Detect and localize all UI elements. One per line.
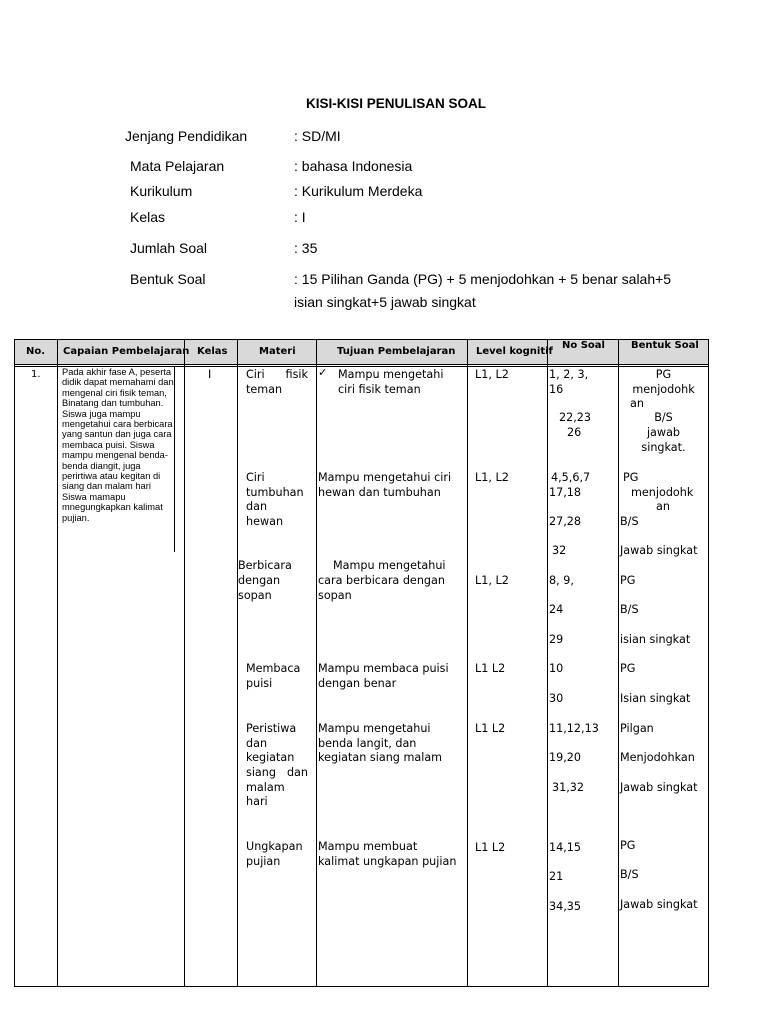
info-value-kurikulum: : Kurikulum Merdeka <box>294 183 423 199</box>
bentuk-6-c: Jawab singkat <box>620 898 698 911</box>
materi-6-line-2: pujian <box>246 855 281 868</box>
tujuan-5-line-2: benda langit, dan <box>318 737 417 750</box>
bentuk-5-a: Pilgan <box>620 722 654 735</box>
header-capaian: Capaian Pembelajaran <box>63 346 190 357</box>
materi-2-line-1: Ciri <box>246 471 265 484</box>
tujuan-1-line-2: ciri fisik teman <box>338 383 421 396</box>
materi-1-line-1: Ciri fisik <box>246 368 308 381</box>
materi-3-line-2: dengan <box>238 574 281 587</box>
bentuk-3-c: isian singkat <box>620 633 691 646</box>
bentuk-3-b: B/S <box>620 603 639 616</box>
tujuan-5-line-1: Mampu mengetahui <box>318 722 431 735</box>
tujuan-6-line-1: Mampu membuat <box>318 840 418 853</box>
materi-5-line-2: dan <box>246 737 268 750</box>
info-label-kelas: Kelas <box>130 209 166 225</box>
no-soal-4-a: 10 <box>549 662 564 675</box>
bentuk-1-a: PG <box>655 368 672 381</box>
bentuk-4-b: Isian singkat <box>620 692 691 705</box>
capaian-text: Pada akhir fase A, peserta didik dapat memahami dan mengenal ciri fisik teman, Binatang dan tumbuhan. Siswa juga mampu mengetahui cara berbicara yang santun dan juga cara membaca puisi. Siswa mampu mengenal benda-benda diangit, juga perirtiwa atau kegitan di siang dan malam hari Siswa mamapu mnegungkapkan kalimat pujian. <box>62 366 175 552</box>
tujuan-6-line-2: kalimat ungkapan pujian <box>318 855 457 868</box>
bentuk-2-a: PG <box>623 471 639 484</box>
info-label-kurikulum: Kurikulum <box>130 183 193 199</box>
bentuk-1-d: B/S <box>654 411 673 424</box>
header-bentuk-soal: Bentuk Soal <box>631 340 699 351</box>
bentuk-5-b: Menjodohkan <box>620 751 695 764</box>
bentuk-4-a: PG <box>620 662 636 675</box>
no-soal-1-d: 26 <box>567 426 582 439</box>
bentuk-1-e: jawab <box>646 426 681 439</box>
no-soal-6-b: 21 <box>549 870 564 883</box>
info-value-bentuk: : 15 Pilihan Ganda (PG) + 5 menjodohkan + 5 benar salah+5 <box>294 271 672 287</box>
bentuk-2-d: B/S <box>620 515 639 528</box>
bentuk-2-b: menjodohk <box>631 486 694 499</box>
header-kelas: Kelas <box>197 346 228 357</box>
no-soal-1-a: 1, 2, 3, <box>549 368 589 381</box>
materi-5-line-5: malam <box>246 781 285 794</box>
bentuk-5-c: Jawab singkat <box>620 781 698 794</box>
tujuan-2-line-1: Mampu mengetahui ciri <box>318 471 452 484</box>
no-soal-4-b: 30 <box>549 692 564 705</box>
tujuan-4-line-2: dengan benar <box>318 677 397 690</box>
no-soal-6-c: 34,35 <box>549 900 582 913</box>
bentuk-2-e: Jawab singkat <box>620 544 698 557</box>
no-soal-2-a: 4,5,6,7 <box>551 471 591 484</box>
materi-2-line-2: tumbuhan <box>246 486 304 499</box>
header-tujuan: Tujuan Pembelajaran <box>337 346 456 357</box>
row-kelas: I <box>208 368 212 381</box>
no-soal-2-d: 32 <box>552 544 567 557</box>
no-soal-5-b: 19,20 <box>549 751 582 764</box>
materi-3-line-3: sopan <box>238 589 272 602</box>
no-soal-3-b: 24 <box>549 603 564 616</box>
materi-2-line-3: dan <box>246 500 268 513</box>
level-3: L1, L2 <box>475 574 509 587</box>
materi-5-line-6: hari <box>246 795 268 808</box>
tujuan-4-line-1: Mampu membaca puisi <box>318 662 449 675</box>
no-soal-6-a: 14,15 <box>549 841 582 854</box>
no-soal-1-b: 16 <box>549 383 564 396</box>
bentuk-3-a: PG <box>620 574 636 587</box>
materi-5-line-3: kegiatan <box>246 751 295 764</box>
materi-1-line-2: teman <box>246 383 283 396</box>
info-label-jumlah: Jumlah Soal <box>130 240 208 256</box>
header-no-soal: No Soal <box>562 340 605 351</box>
header-level: Level kognitif <box>476 346 553 357</box>
header-no: No. <box>26 346 46 357</box>
materi-4-line-2: puisi <box>246 677 273 690</box>
bentuk-6-b: B/S <box>620 868 639 881</box>
bentuk-1-c: an <box>630 397 644 410</box>
no-soal-5-c: 31,32 <box>552 781 585 794</box>
materi-2-line-4: hewan <box>246 515 284 528</box>
no-soal-2-c: 27,28 <box>549 515 582 528</box>
info-value-kelas: : I <box>294 209 306 225</box>
tujuan-3-line-3: sopan <box>318 589 352 602</box>
tujuan-3-line-2: cara berbicara dengan <box>318 574 445 587</box>
tujuan-2-line-2: hewan dan tumbuhan <box>318 486 441 499</box>
tujuan-3-line-1: Mampu mengetahui <box>333 559 446 572</box>
bentuk-6-a: PG <box>620 839 636 852</box>
info-label-jenjang: Jenjang Pendidikan <box>125 128 248 144</box>
bentuk-2-c: an <box>656 500 670 513</box>
no-soal-1-c: 22,23 <box>559 411 592 424</box>
no-soal-5-a: 11,12,13 <box>549 722 599 735</box>
check-icon: ✓ <box>318 366 328 379</box>
row-no: 1. <box>31 369 41 380</box>
info-label-bentuk: Bentuk Soal <box>130 271 206 287</box>
level-2: L1, L2 <box>475 471 509 484</box>
materi-5-line-1: Peristiwa <box>246 722 297 735</box>
level-1: L1, L2 <box>475 368 509 381</box>
no-soal-2-b: 17,18 <box>549 486 582 499</box>
info-value-jenjang: : SD/MI <box>294 128 341 144</box>
info-value-jumlah: : 35 <box>294 240 318 256</box>
tujuan-5-line-3: kegiatan siang malam <box>318 751 443 764</box>
materi-3-line-1: Berbicara <box>238 559 292 572</box>
info-label-mapel: Mata Pelajaran <box>130 158 225 174</box>
page-title: KISI-KISI PENULISAN SOAL <box>305 96 486 111</box>
bentuk-1-b: menjodohk <box>632 383 695 396</box>
info-value-mapel: : bahasa Indonesia <box>294 158 413 174</box>
info-value-bentuk-line2: isian singkat+5 jawab singkat <box>294 294 476 310</box>
level-6: L1 L2 <box>475 841 506 854</box>
level-4: L1 L2 <box>475 662 506 675</box>
level-5: L1 L2 <box>475 722 506 735</box>
tujuan-1-line-1: Mampu mengetahi <box>338 368 444 381</box>
materi-5-line-4: siang dan <box>246 766 308 779</box>
bentuk-1-f: singkat. <box>641 441 686 454</box>
no-soal-3-c: 29 <box>549 633 564 646</box>
materi-4-line-1: Membaca <box>246 662 301 675</box>
header-materi: Materi <box>259 346 296 357</box>
materi-6-line-1: Ungkapan <box>246 840 303 853</box>
no-soal-3-a: 8, 9, <box>549 574 574 587</box>
